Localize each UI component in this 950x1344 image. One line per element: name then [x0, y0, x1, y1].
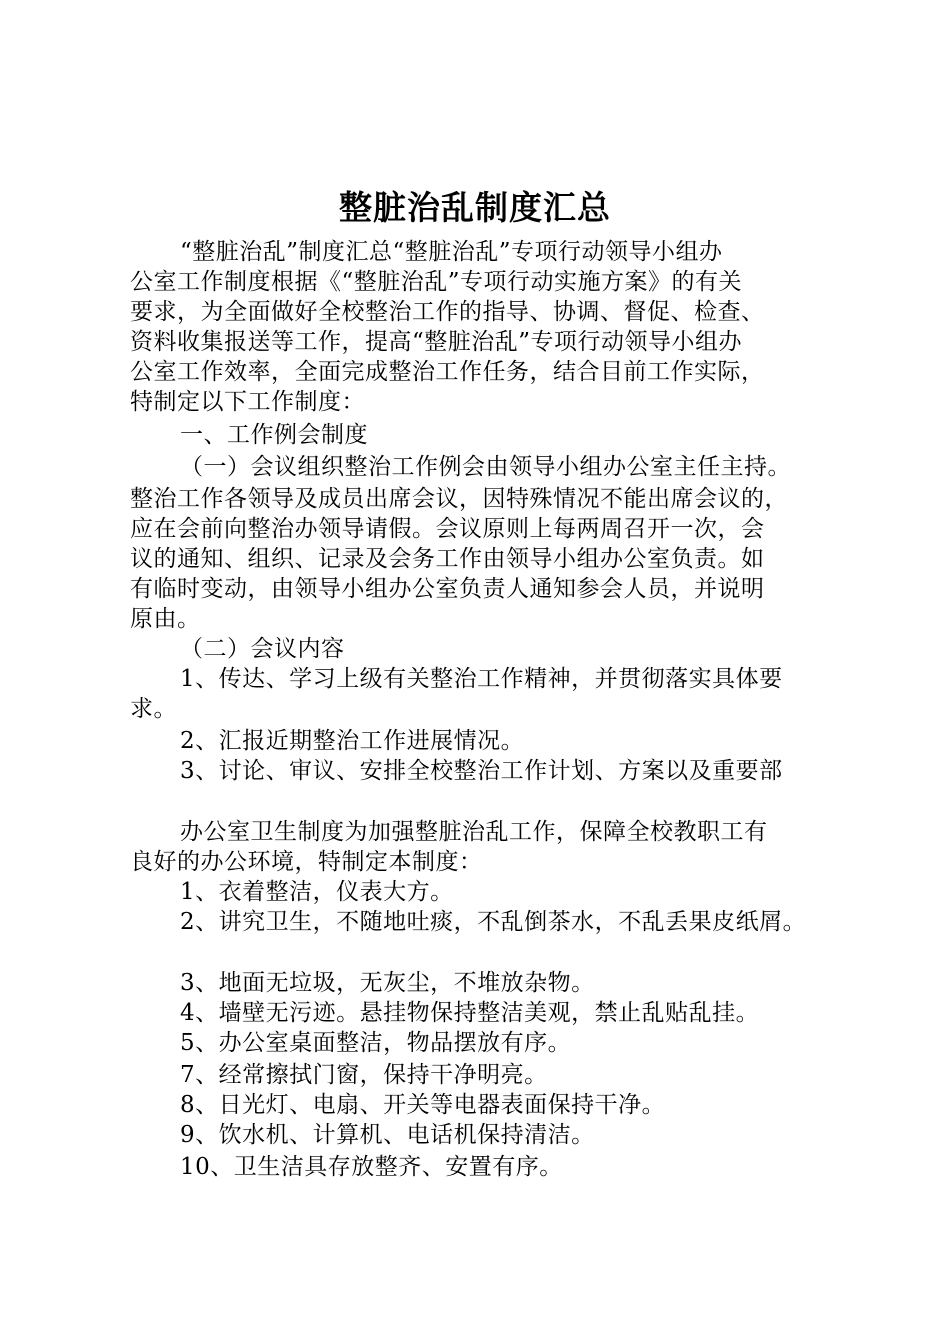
list-item: 10、卫生洁具存放整齐、安置有序。 [180, 1154, 563, 1180]
document-title: 整脏治乱制度汇总 [339, 188, 611, 227]
list-item: 7、经常擦拭门窗，保持干净明亮。 [180, 1062, 548, 1088]
paragraph-line: 资料收集报送等工作，提高“整脏治乱”专项行动领导小组办 [130, 329, 743, 355]
paragraph-line: 整治工作各领导及成员出席会议，因特殊情况不能出席会议的， [130, 486, 788, 512]
list-item: 5、办公室桌面整洁，物品摆放有序。 [180, 1030, 572, 1056]
paragraph-line: 有临时变动，由领导小组办公室负责人通知参会人员，并说明 [130, 576, 765, 602]
list-item: 4、墙壁无污迹。悬挂物保持整洁美观，禁止乱贴乱挂。 [180, 1000, 760, 1026]
list-item: 2、汇报近期整治工作进展情况。 [180, 728, 525, 754]
subsection-heading: （二）会议内容 [180, 636, 345, 662]
paragraph-line: 议的通知、组织、记录及会务工作由领导小组办公室负责。如 [130, 546, 765, 572]
list-item: 9、饮水机、计算机、电话机保持清洁。 [180, 1122, 595, 1148]
paragraph-line: 原由。 [130, 606, 201, 632]
list-item-continuation: 求。 [130, 696, 177, 722]
list-item: 1、衣着整洁，仪表大方。 [180, 879, 454, 905]
paragraph-line: 要求，为全面做好全校整治工作的指导、协调、督促、检查、 [130, 299, 765, 325]
paragraph-line: 办公室卫生制度为加强整脏治乱工作，保障全校教职工有 [180, 819, 768, 845]
paragraph-line: 良好的办公环境，特制定本制度： [130, 849, 483, 875]
list-item: 3、讨论、审议、安排全校整治工作计划、方案以及重要部 [180, 758, 783, 784]
paragraph-line: 公室工作制度根据《“整脏治乱”专项行动实施方案》的有关 [130, 269, 743, 295]
list-item: 3、地面无垃圾，无灰尘，不堆放杂物。 [180, 970, 595, 996]
list-item: 2、讲究卫生，不随地吐痰，不乱倒茶水，不乱丢果皮纸屑。 [180, 909, 807, 935]
section-heading: 一、工作例会制度 [180, 422, 368, 448]
paragraph-line: （一）会议组织整治工作例会由领导小组办公室主任主持。 [180, 454, 791, 480]
paragraph-line: “整脏治乱”制度汇总“整脏治乱”专项行动领导小组办 [180, 239, 723, 265]
paragraph-line: 公室工作效率，全面完成整治工作任务，结合目前工作实际， [130, 359, 765, 385]
paragraph-line: 应在会前向整治办领导请假。会议原则上每两周召开一次，会 [130, 516, 765, 542]
paragraph-line: 特制定以下工作制度： [130, 389, 365, 415]
list-item: 1、传达、学习上级有关整治工作精神，并贯彻落实具体要 [180, 666, 783, 692]
list-item: 8、日光灯、电扇、开关等电器表面保持干净。 [180, 1092, 666, 1118]
